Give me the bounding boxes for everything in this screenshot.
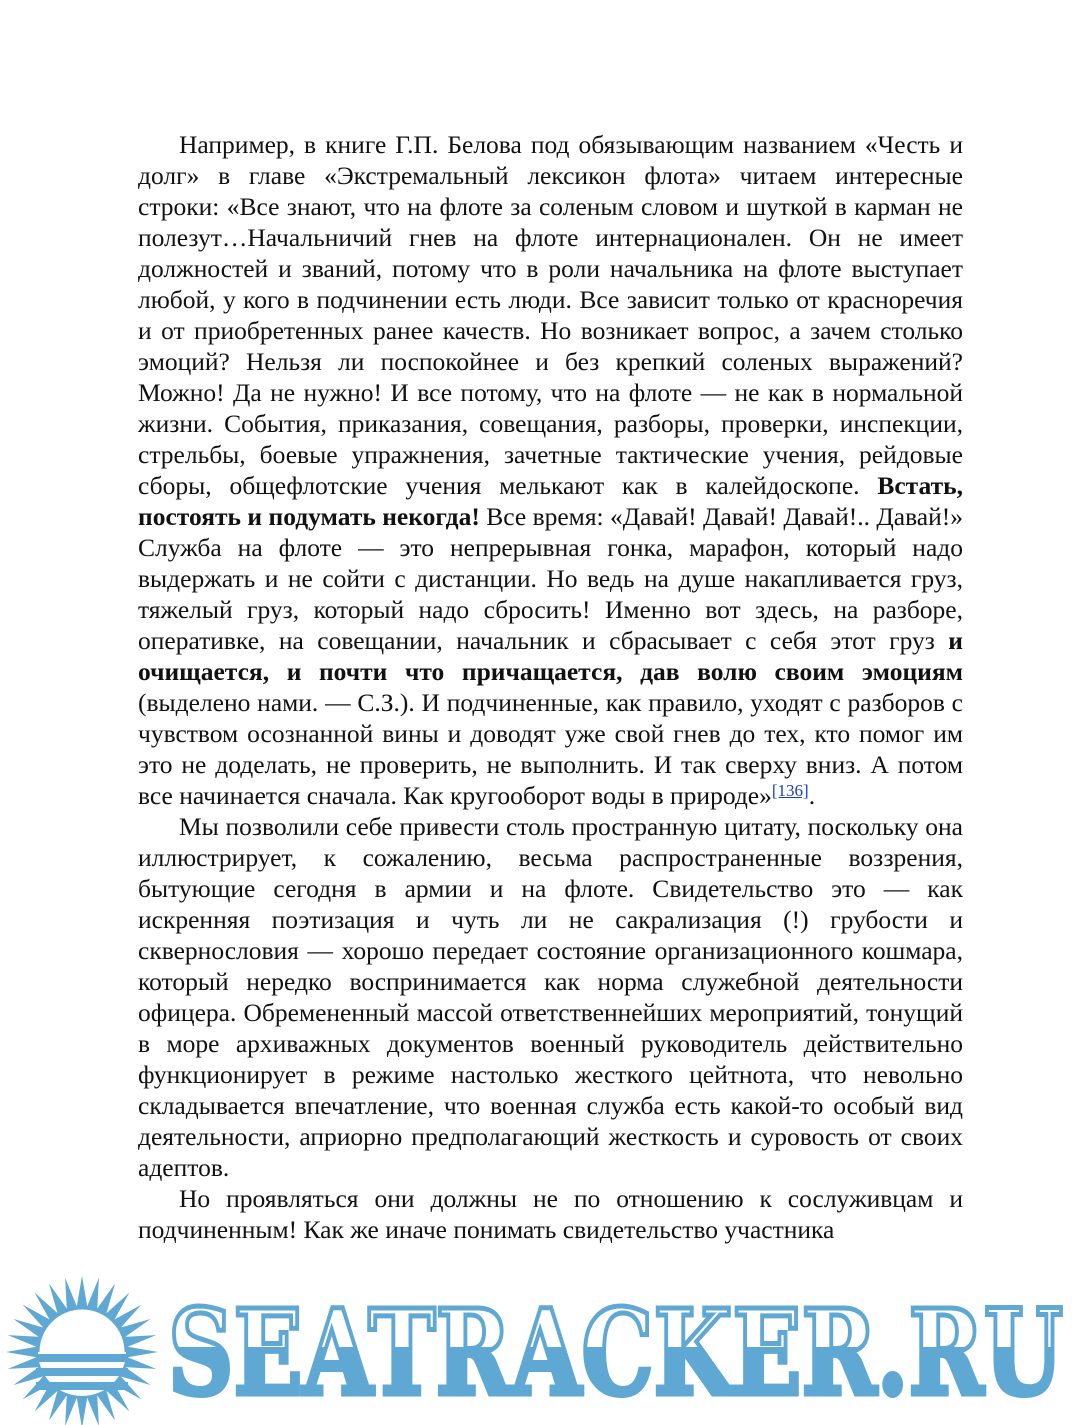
- paragraph-1-bold-1: Встать, постоять и подумать некогда!: [138, 471, 963, 531]
- paragraph-1-text-2: Все время: «Давай! Давай! Давай!.. Давай!» Служба на флоте — это непрерывная гонка, марафон, который надо выдержать и не сойти с дистанции. Но ведь на душе накапливается груз, тяжелый груз, который надо сбросить! Именно вот здесь, на разборе, оперативке, на совещании, начальник и сбрасывает с себя этот груз: [138, 502, 963, 655]
- watermark: [0, 1262, 1080, 1425]
- paragraph-1-text-1: Например, в книге Г.П. Белова под обязывающим названием «Честь и долг» в главе «Экстремальный лексикон флота» читаем интересные строки: «Все знают, что на флоте за соленым словом и шуткой в карман не полезут…Начальничий гнев на флоте интернационален. Он не имеет должностей и званий, потому что в роли начальника на флоте выступает любой, у кого в подчинении есть люди. Все зависит только от красноречия и от приобретенных ранее качеств. Но возникает вопрос, а зачем столько эмоций? Нельзя ли поспокойнее и без крепкий соленых выражений? Можно! Да не нужно! И все потому, что на флоте — не как в нормальной жизни. События, приказания, совещания, разборы, проверки, инспекции, стрельбы, боевые упражнения, зачетные тактические учения, рейдовые сборы, общефлотские учения мелькают как в калейдоскопе.: [138, 130, 963, 500]
- paragraph-quote: [138, 129, 963, 811]
- watermark-text: SEATRACKER.RU: [168, 1283, 1063, 1422]
- paragraph-1-end: .: [808, 781, 816, 810]
- paragraph-1-bold-2: и очищается, и почти что причащается, дав волю своим эмоциям: [138, 626, 963, 686]
- paragraph-1-text-3: (выделено нами. — С.З.). И подчиненные, как правило, уходят с разборов с чувством осознанной вины и доводят уже свой гнев до тех, кто помог им это не доделать, не проверить, не выполнить. И так сверху вниз. А потом все начинается сначала. Как кругооборот воды в природе»: [138, 688, 963, 810]
- document-body: [138, 129, 963, 1245]
- sun-icon: [6, 1276, 158, 1425]
- paragraph-3: Но проявляться они должны не по отношению к сослуживцам и подчиненным! Как же иначе понимать свидетельство участника: [138, 1184, 963, 1244]
- paragraph-2: Мы позволили себе привести столь пространную цитату, поскольку она иллюстрирует, к сожалению, весьма распространенные воззрения, бытующие сегодня в армии и на флоте. Свидетельство это — как искренняя поэтизация и чуть ли не сакрализация (!) грубости и сквернословия — хорошо передает состояние организационного кошмара, который нередко воспринимается как норма служебной деятельности офицера. Обремененный массой ответственнейших мероприятий, тонущий в море архиважных документов военный руководитель действительно функционирует в режиме настолько жесткого цейтнота, что невольно складывается впечатление, что военная служба есть какой-то особый вид деятельности, априорно предполагающий жесткость и суровость от своих адептов.: [138, 812, 963, 1182]
- footnote-link[interactable]: [136]: [771, 781, 809, 800]
